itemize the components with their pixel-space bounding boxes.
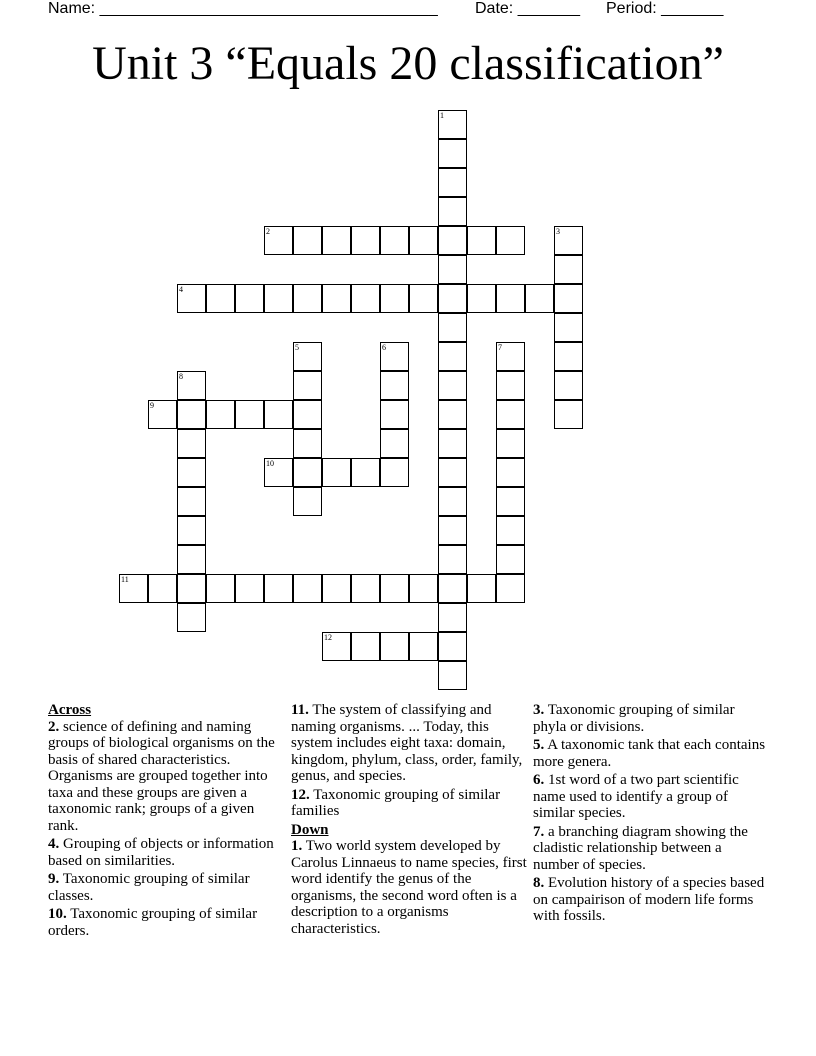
clue-text: A taxonomic tank that each contains more genera.: [533, 737, 766, 770]
grid-cell[interactable]: [380, 371, 409, 400]
clue-number-label: 1: [440, 111, 444, 120]
clue-number-label: 12: [324, 633, 332, 642]
clue-across-2: [48, 719, 284, 835]
grid-cell[interactable]: [438, 168, 467, 197]
grid-cell[interactable]: [496, 516, 525, 545]
clue-number: 11.: [291, 702, 309, 718]
grid-cell[interactable]: [438, 110, 467, 139]
clue-number: 7.: [533, 823, 545, 840]
grid-cell[interactable]: [235, 574, 264, 603]
grid-cell[interactable]: [438, 342, 467, 371]
grid-cell[interactable]: [554, 342, 583, 371]
grid-cell[interactable]: [438, 226, 467, 255]
clue-text: a branching diagram showing the cladistic relationship between a number of species.: [533, 823, 748, 873]
clue-text: Taxonomic grouping of similar families: [291, 786, 501, 819]
grid-cell[interactable]: [177, 545, 206, 574]
grid-cell[interactable]: [554, 284, 583, 313]
clue-text: Evolution history of a species based on campairison of modern life forms with fossils.: [533, 875, 765, 924]
grid-cell[interactable]: [264, 458, 293, 487]
grid-cell[interactable]: [293, 371, 322, 400]
grid-cell[interactable]: [438, 429, 467, 458]
grid-cell[interactable]: [264, 284, 293, 313]
clue-across-4: [48, 836, 284, 869]
clue-text: Taxonomic grouping of similar classes.: [48, 871, 250, 904]
clue-number: 1.: [291, 838, 303, 854]
worksheet-title: Unit 3 “Equals 20 classification”: [92, 37, 724, 90]
grid-cell[interactable]: [293, 487, 322, 516]
clue-text: 1st word of a two part scientific name used to identify a group of similar species.: [533, 772, 739, 821]
grid-cell[interactable]: [380, 342, 409, 371]
clue-across-9: [48, 871, 284, 904]
grid-cell[interactable]: [177, 429, 206, 458]
grid-cell[interactable]: [438, 284, 467, 313]
grid-cell[interactable]: [380, 284, 409, 313]
grid-cell[interactable]: [438, 516, 467, 545]
grid-cell[interactable]: [438, 139, 467, 168]
grid-cell[interactable]: [496, 487, 525, 516]
grid-cell[interactable]: [380, 632, 409, 661]
grid-cell[interactable]: [409, 284, 438, 313]
grid-cell[interactable]: [264, 226, 293, 255]
grid-cell[interactable]: [177, 574, 206, 603]
clue-text: Two world system developed by Carolus Linnaeus to name species, first word identify the genus of the organisms, the second word often is a description to a organisms characteristics.: [291, 838, 527, 937]
grid-cell[interactable]: [322, 632, 351, 661]
grid-cell[interactable]: [351, 458, 380, 487]
grid-cell[interactable]: [438, 574, 467, 603]
grid-cell[interactable]: [380, 429, 409, 458]
clue-across-11: [291, 702, 527, 785]
grid-cell[interactable]: [496, 371, 525, 400]
grid-cell[interactable]: [293, 429, 322, 458]
grid-cell[interactable]: [206, 284, 235, 313]
grid-cell[interactable]: [351, 632, 380, 661]
grid-cell[interactable]: [235, 284, 264, 313]
grid-cell[interactable]: [293, 574, 322, 603]
grid-cell[interactable]: [351, 226, 380, 255]
down-heading: Down: [291, 821, 329, 838]
grid-cell[interactable]: [409, 632, 438, 661]
grid-cell[interactable]: [496, 574, 525, 603]
grid-cell[interactable]: [496, 429, 525, 458]
clue-down-5: [533, 737, 769, 770]
name-field-label: Name: ______________________________________: [48, 0, 438, 17]
grid-cell[interactable]: [148, 400, 177, 429]
across-heading: Across: [48, 702, 92, 718]
grid-cell[interactable]: [438, 197, 467, 226]
clue-number-label: 9: [150, 401, 154, 410]
grid-cell[interactable]: [438, 313, 467, 342]
clue-across-10: [48, 906, 284, 939]
grid-cell[interactable]: [119, 574, 148, 603]
grid-cell[interactable]: [554, 371, 583, 400]
grid-cell[interactable]: [177, 400, 206, 429]
clue-down-7: [533, 824, 769, 874]
grid-cell[interactable]: [409, 574, 438, 603]
clue-number-label: 8: [179, 372, 183, 381]
grid-cell[interactable]: [438, 661, 467, 690]
grid-cell[interactable]: [264, 574, 293, 603]
grid-cell[interactable]: [554, 313, 583, 342]
grid-cell[interactable]: [293, 458, 322, 487]
clues-column-3: [533, 702, 769, 927]
clue-down-8: [533, 875, 769, 925]
clue-number: 8.: [533, 875, 545, 891]
grid-cell[interactable]: [293, 284, 322, 313]
clue-down-6: [533, 772, 769, 822]
grid-cell[interactable]: [293, 400, 322, 429]
grid-cell[interactable]: [206, 574, 235, 603]
grid-cell[interactable]: [293, 226, 322, 255]
grid-cell[interactable]: [554, 255, 583, 284]
clue-number: 5.: [533, 737, 545, 753]
clue-number-label: 4: [179, 285, 183, 294]
grid-cell[interactable]: [264, 400, 293, 429]
grid-cell[interactable]: [438, 255, 467, 284]
clue-number-label: 5: [295, 343, 299, 352]
clues-column-2: [291, 702, 527, 939]
grid-cell[interactable]: [467, 284, 496, 313]
clue-text: Taxonomic grouping of similar orders.: [48, 906, 258, 939]
grid-cell[interactable]: [467, 574, 496, 603]
grid-cell[interactable]: [496, 458, 525, 487]
grid-cell[interactable]: [206, 400, 235, 429]
grid-cell[interactable]: [380, 226, 409, 255]
grid-cell[interactable]: [177, 516, 206, 545]
clue-text: science of defining and naming groups of biological organisms on the basis of shared characteristics. Organisms are grouped together into taxa and these groups are given a taxonomic rank; groups of a given rank.: [48, 718, 275, 834]
clue-number-label: 2: [266, 227, 270, 236]
grid-cell[interactable]: [438, 632, 467, 661]
grid-cell[interactable]: [496, 226, 525, 255]
grid-cell[interactable]: [177, 371, 206, 400]
grid-cell[interactable]: [380, 458, 409, 487]
clue-across-12: [291, 787, 527, 820]
grid-cell[interactable]: [467, 226, 496, 255]
clue-number-label: 7: [498, 343, 502, 352]
grid-cell[interactable]: [438, 603, 467, 632]
grid-cell[interactable]: [438, 545, 467, 574]
grid-cell[interactable]: [554, 400, 583, 429]
grid-cell[interactable]: [496, 284, 525, 313]
grid-cell[interactable]: [496, 342, 525, 371]
grid-cell[interactable]: [177, 487, 206, 516]
grid-cell[interactable]: [351, 284, 380, 313]
clue-number: 12.: [291, 786, 310, 803]
date-field-label: Date: _______: [475, 0, 580, 17]
clue-text: Taxonomic grouping of similar phyla or divisions.: [533, 702, 735, 735]
grid-cell[interactable]: [322, 574, 351, 603]
grid-cell[interactable]: [177, 603, 206, 632]
clue-text: Grouping of objects or information based on similarities.: [48, 836, 274, 869]
grid-cell[interactable]: [148, 574, 177, 603]
grid-cell[interactable]: [322, 226, 351, 255]
grid-cell[interactable]: [554, 226, 583, 255]
grid-cell[interactable]: [409, 226, 438, 255]
clue-number: 10.: [48, 906, 67, 922]
grid-cell[interactable]: [351, 574, 380, 603]
grid-cell[interactable]: [322, 284, 351, 313]
grid-cell[interactable]: [235, 400, 264, 429]
grid-cell[interactable]: [525, 284, 554, 313]
grid-cell[interactable]: [438, 458, 467, 487]
clue-down-3: [533, 702, 769, 735]
clue-number: 2.: [48, 718, 60, 735]
grid-cell[interactable]: [438, 400, 467, 429]
clue-down-1: [291, 838, 527, 937]
clue-number: 9.: [48, 871, 60, 887]
clue-number-label: 11: [121, 575, 129, 584]
grid-cell[interactable]: [380, 400, 409, 429]
clue-number: 4.: [48, 836, 60, 852]
grid-cell[interactable]: [293, 342, 322, 371]
clue-number: 6.: [533, 772, 545, 788]
grid-cell[interactable]: [438, 487, 467, 516]
grid-cell[interactable]: [496, 545, 525, 574]
grid-cell[interactable]: [496, 400, 525, 429]
grid-cell[interactable]: [438, 371, 467, 400]
period-field-label: Period: _______: [606, 0, 724, 17]
grid-cell[interactable]: [177, 458, 206, 487]
clue-text: The system of classifying and naming organisms. ... Today, this system includes eight taxa: domain, kingdom, phylum, class, order, family, genus, and species.: [291, 702, 523, 784]
grid-cell[interactable]: [177, 284, 206, 313]
clue-number-label: 10: [266, 459, 274, 468]
grid-cell[interactable]: [322, 458, 351, 487]
grid-cell[interactable]: [380, 574, 409, 603]
clues-column-1: [48, 702, 284, 941]
clue-number-label: 3: [556, 227, 560, 236]
clue-number-label: 6: [382, 343, 386, 352]
clue-number: 3.: [533, 702, 545, 718]
